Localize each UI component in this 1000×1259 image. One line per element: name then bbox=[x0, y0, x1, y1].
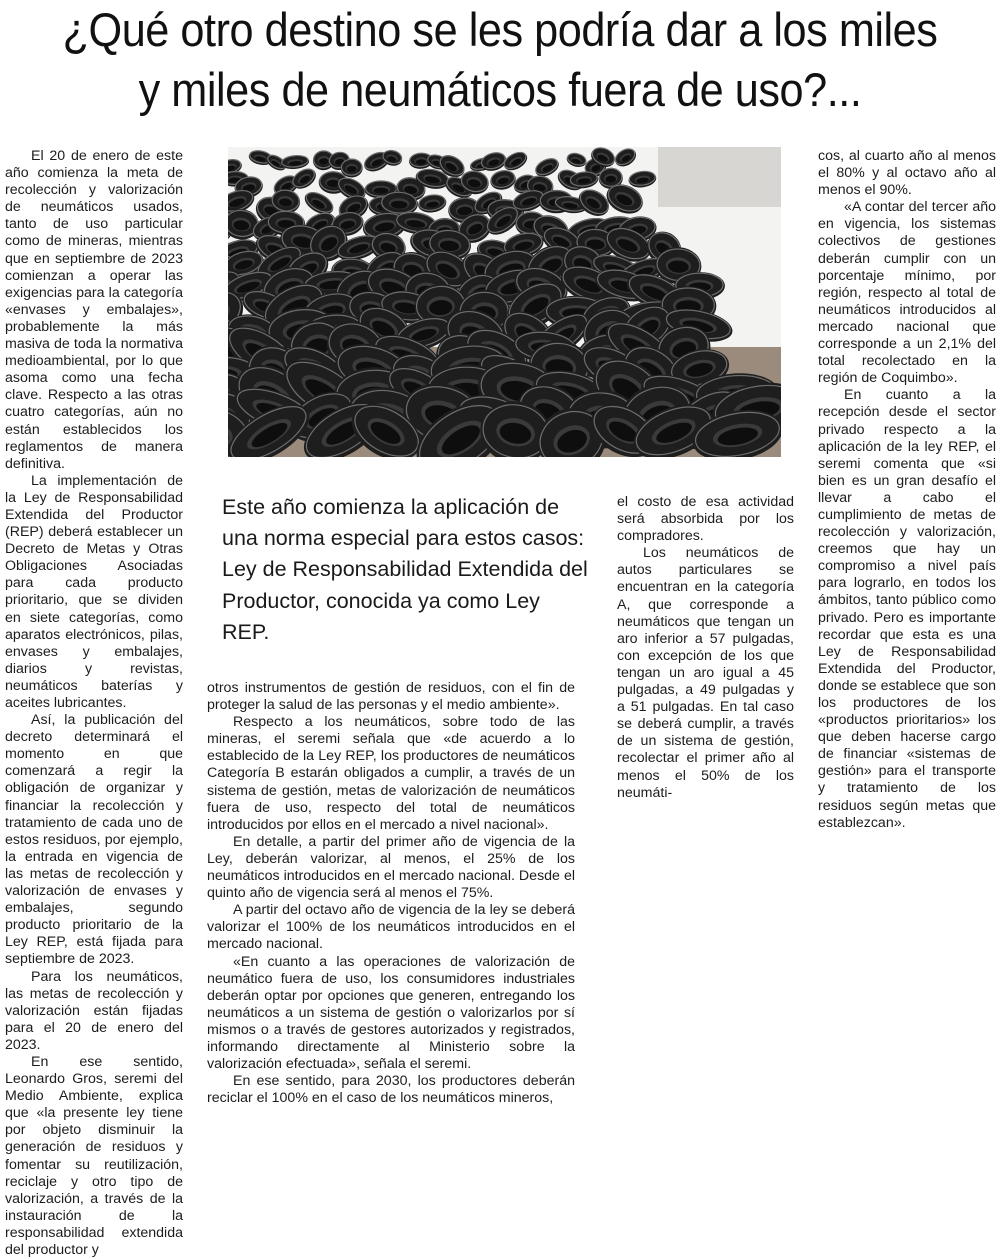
paragraph: Así, la publicación del decreto determinará el momento en que comenzará a regir la obligación de organizar y financiar la recolección y tratamiento de cada uno de estos residuos, por ejemplo, la entrada en vigencia de las metas de recolección y valorización de envases y embalajes, segundo producto prioritario de la Ley REP, está fijada para septiembre de 2023. bbox=[5, 712, 183, 968]
tire-pile-image bbox=[228, 147, 781, 457]
paragraph: El 20 de enero de este año comienza la meta de recolección y valorización de neumáticos usados, tanto de uso particular como de mineras, mientras que en septiembre de 2023 comienzan a operar las exigencias para la categoría «envases y embalajes», probablemente la más masiva de toda la normativa medioambiental, por lo que asoma como una fecha clave. Respecto a las otras cuatro categorías, aún no están establecidos los reglamentos de manera definitiva. bbox=[5, 148, 183, 472]
headline-line-2: y miles de neumáticos fuera de uso?... bbox=[138, 63, 862, 116]
paragraph: Para los neumáticos, las metas de recolección y valorización están fijadas para el 20 de enero del 2023. bbox=[5, 968, 183, 1053]
paragraph: En detalle, a partir del primer año de vigencia de la Ley, deberán valorizar, al menos, el 25% de los neumáticos introducidos en el mercado nacional. Desde el quinto año de vigencia será al menos el 75%. bbox=[207, 833, 575, 902]
paragraph: «A contar del tercer año en vigencia, los sistemas colectivos de gestiones deberán cumplir con un porcentaje mínimo, por región, respecto al total de neumáticos introducidos al mercado nacional que corresponde a un 2,1% del total recolectado en la región de Coquimbo». bbox=[818, 199, 996, 387]
pull-quote: Este año comienza la aplicación de una norma especial para estos casos: Ley de Responsabilidad Extendida del Productor, conocida ya como Ley REP. bbox=[222, 495, 588, 644]
paragraph: En cuanto a la recepción desde el sector privado respecto a la aplicación de la ley REP, el seremi comenta que «si bien es un gran desafío el llevar a cabo el cumplimiento de metas de recolección y valorización, creemos que hay un compromiso a nivel país para lograrlo, en todos los ámbitos, tanto público como privado. Pero es importante recordar que esta es una Ley de Responsabilidad Extendida del Productor, donde se establece que son los productores de los «productos prioritarios» los que deben hacerse cargo de financiar «sistemas de gestión» para el transporte y tratamiento de los residuos según metas que establezcan». bbox=[818, 387, 996, 831]
article-column-3 bbox=[617, 494, 794, 802]
paragraph: el costo de esa actividad será absorbida por los compradores. bbox=[617, 494, 794, 545]
paragraph: La implementación de la Ley de Responsabilidad Extendida del Productor (REP) deberá establecer un Decreto de Metas y Otras Obligaciones Asociadas para cada producto prioritario, que se dividen en siete categorías, como aparatos electrónicos, pilas, envases y embalajes, diarios y revistas, neumáticos baterías y aceites lubricantes. bbox=[5, 472, 183, 711]
paragraph: En ese sentido, para 2030, los productores deberán reciclar el 100% en el caso de los neumáticos mineros, bbox=[207, 1073, 575, 1107]
paragraph: otros instrumentos de gestión de residuos, con el fin de proteger la salud de las personas y el medio ambiente». bbox=[207, 680, 575, 714]
headline-line-1: ¿Qué otro destino se les podría dar a los miles bbox=[62, 3, 938, 56]
paragraph: Respecto a los neumáticos, sobre todo de las mineras, el seremi señala que «de acuerdo a lo establecido de la Ley REP, los productores de neumáticos Categoría B estarán obligados a cumplir, a través de un sistema de gestión, metas de valorización de neumáticos fuera de uso, respecto del total de neumáticos introducidos por ellos en el mercado a nivel nacional». bbox=[207, 714, 575, 833]
article-column-2 bbox=[207, 680, 575, 1107]
tire-pile-photo bbox=[228, 147, 781, 457]
paragraph: En ese sentido, Leonardo Gros, seremi del Medio Ambiente, explica que «la presente ley tiene por objeto disminuir la generación de residuos y fomentar su reutilización, reciclaje y otro tipo de valorización, a través de la instauración de la responsabilidad extendida del productor y bbox=[5, 1053, 183, 1258]
paragraph: «En cuanto a las operaciones de valorización de neumático fuera de uso, los consumidores industriales deberán optar por opciones que generen, entregando los neumáticos a un sistema de gestión o valorizarlos por sí mismos o a través de gestores autorizados y registrados, informando directamente al Ministerio sobre la valorización efectuada», señala el seremi. bbox=[207, 953, 575, 1073]
article-column-4 bbox=[818, 148, 996, 832]
paragraph: Los neumáticos de autos particulares se encuentran en la categoría A, que corresponde a neumáticos que tengan un aro inferior a 57 pulgadas, con excepción de los que tengan un aro igual a 45 pulgadas, a 49 pulgadas y a 51 pulgadas. En tal caso se deberá cumplir, a través de un sistema de gestión, recolectar el primer año al menos el 50% de los neumáti- bbox=[617, 545, 794, 801]
paragraph: cos, al cuarto año al menos el 80% y al octavo año al menos el 90%. bbox=[818, 148, 996, 199]
paragraph: A partir del octavo año de vigencia de la ley se deberá valorizar el 100% de los neumáticos introducidos en el mercado nacional. bbox=[207, 902, 575, 953]
article-column-1 bbox=[5, 148, 183, 1259]
